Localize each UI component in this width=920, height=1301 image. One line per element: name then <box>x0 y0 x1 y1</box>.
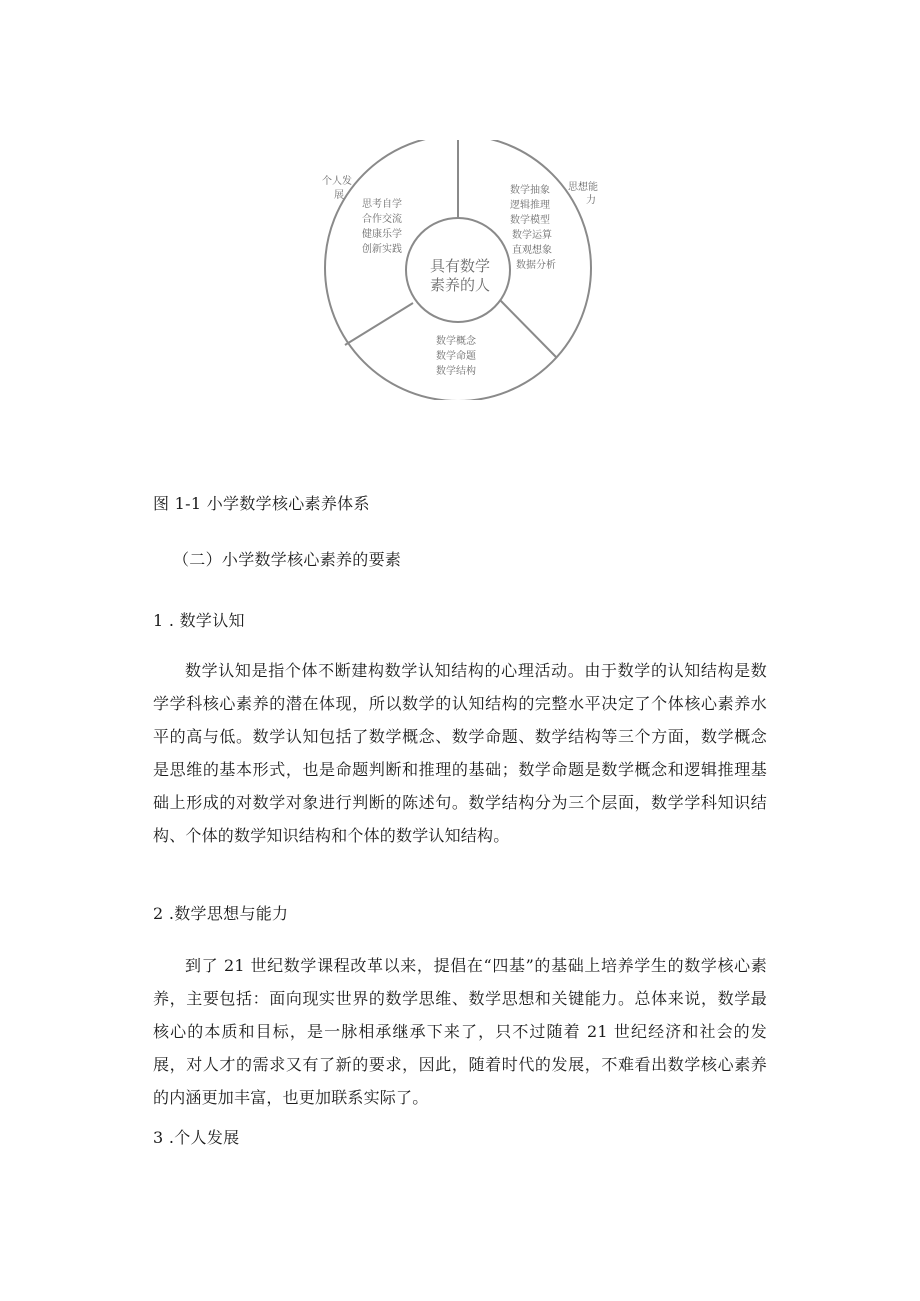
figure-caption: 图 1-1 小学数学核心素养体系 <box>153 494 370 513</box>
heading-math-thinking: 2 .数学思想与能力 <box>153 904 289 923</box>
right-item-3: 数学模型 <box>510 215 550 226</box>
paragraph-math-thinking <box>153 949 767 1114</box>
divider-bottom-left <box>345 303 413 345</box>
paragraph-math-cognition-text: 数学认知是指个体不断建构数学认知结构的心理活动。由于数学的认知结构是数学学科核心素养的潜在体现，所以数学的认知结构的完整水平决定了个体核心素养水平的高与低。数学认知包括了数学概念、数学命题、数学结构等三个方面，数学概念是思维的基本形式，也是命题判断和推理的基础；数学命题是数学概念和逻辑推理基础上形成的对数学对象进行判断的陈述句。数学结构分为三个层面，数学学科知识结构、个体的数学知识结构和个体的数学认知结构。 <box>153 661 767 845</box>
outer-right-label-1: 思想能 <box>568 182 598 193</box>
divider-bottom-right <box>500 300 556 357</box>
right-item-6: 数据分析 <box>516 260 556 271</box>
left-item-3: 健康乐学 <box>362 229 402 240</box>
section-title: （二）小学数学核心素养的要素 <box>173 550 402 569</box>
right-item-2: 逻辑推理 <box>510 200 550 211</box>
heading-personal-development: 3 .个人发展 <box>153 1128 240 1147</box>
outer-right-label-2: 力 <box>586 195 596 206</box>
outer-left-label-1: 个人发 <box>322 176 352 187</box>
heading-math-cognition: 1 . 数学认知 <box>153 611 245 630</box>
left-item-1: 思考自学 <box>362 199 402 210</box>
bottom-item-3: 数学结构 <box>436 366 476 377</box>
right-item-5: 直观想象 <box>512 245 552 256</box>
right-item-4: 数学运算 <box>512 230 552 241</box>
left-item-4: 创新实践 <box>362 244 402 255</box>
center-label-1: 具有数学 <box>430 257 491 275</box>
paragraph-math-thinking-text: 到了 21 世纪数学课程改革以来，提倡在“四基”的基础上培养学生的数学核心素养，主要包括：面向现实世界的数学思维、数学思想和关键能力。总体来说，数学最核心的本质和目标，是一脉相承继承下来了，只不过随着 21 世纪经济和社会的发展，对人才的需求又有了新的要求，因此，随着时代的发展，不难看出数学核心素养的内涵更加丰富，也更加联系实际了。 <box>153 956 767 1107</box>
paragraph-math-cognition <box>153 654 767 852</box>
left-item-2: 合作交流 <box>362 214 402 225</box>
center-label-2: 素养的人 <box>430 276 491 294</box>
diagram-svg <box>300 140 620 400</box>
bottom-item-1: 数学概念 <box>436 336 476 347</box>
outer-left-label-2: 展 <box>334 190 344 201</box>
core-literacy-diagram <box>300 140 620 400</box>
bottom-item-2: 数学命题 <box>436 351 476 362</box>
right-item-1: 数学抽象 <box>510 185 550 196</box>
